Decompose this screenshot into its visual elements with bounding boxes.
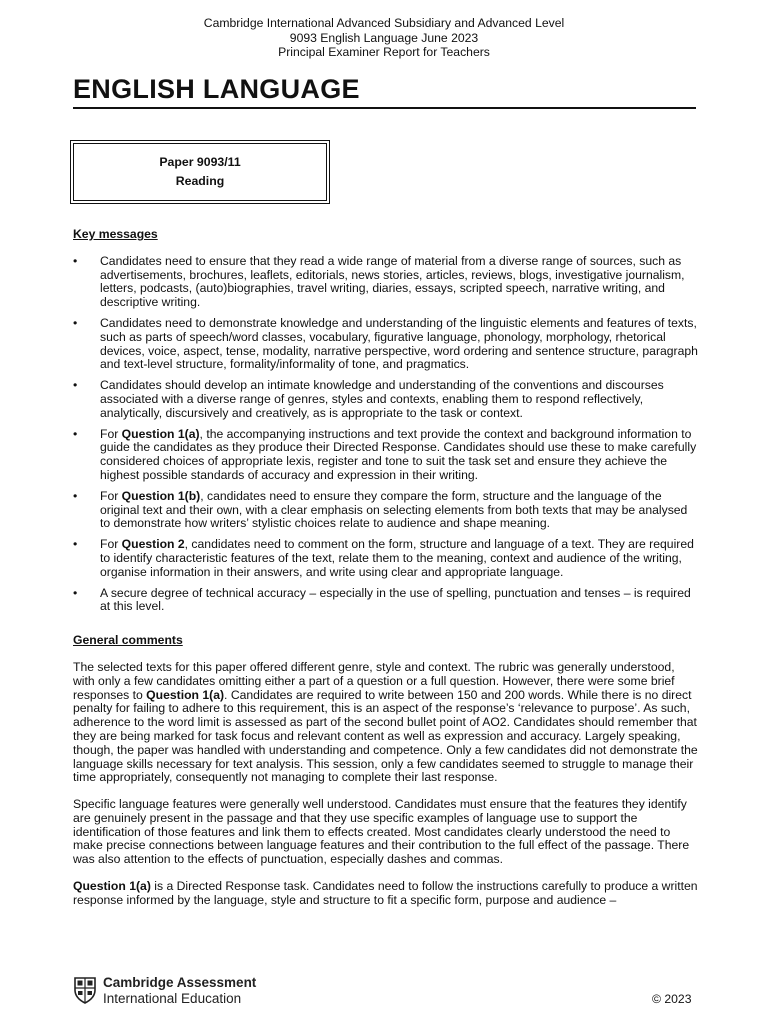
text-run: is a Directed Response task. Candidates need to follow the instructions carefully to produce a written response informed by the language, style and structure to fit a specific form, purpose and audience –: [73, 879, 698, 907]
text-run: A secure degree of technical accuracy – especially in the use of spelling, punctuation and tenses – is required at this level.: [100, 585, 691, 614]
text-run: The selected texts for this paper offered different genre, style and context. The rubric was generally understood, with only a few candidates omitting either a part of a question or a full question. However, there were some brief responses to: [73, 659, 675, 702]
bullet-icon: •: [73, 488, 78, 503]
paper-name: Reading: [175, 174, 225, 188]
general-comments-heading: General comments: [73, 633, 183, 648]
header-line-1: Cambridge International Advanced Subsidiary and Advanced Level: [203, 16, 565, 30]
key-messages-heading: Key messages: [73, 227, 158, 241]
paper-box: [70, 140, 330, 204]
text-run: , the accompanying instructions and text provide the context and background information to guide the candidates as they produce their Directed Response. Candidates should use these to make carefully considered choices of appropriate lexis, register and tone to suit the task set and ensure they achieve the highest possible standards of accuracy and expression in their writing.: [100, 426, 697, 482]
bullet-icon: •: [73, 378, 78, 393]
bold-text: Question 2: [121, 537, 185, 552]
text-run: Candidates need to ensure that they read a wide range of material from a diverse range of sources, such as advertisements, brochures, leaflets, editorials, news stories, articles, reviews, blogs, investigative journalism, letters, podcasts, (auto)biographies, travel writing, diaries, essays, scripted speech, narrative writing, and descriptive writing.: [100, 253, 685, 310]
report-header: [0, 16, 768, 60]
bold-text: Question 1(a): [73, 879, 151, 894]
report-content: [73, 228, 698, 921]
key-message-item: [73, 317, 698, 372]
key-message-item: [73, 587, 698, 615]
text-run: Candidates need to demonstrate knowledge and understanding of the linguistic elements and features of texts, such as parts of speech/word classes, vocabulary, figurative language, phonology, morphology, rhetorical devices, voice, aspect, tense, modality, narrative perspective, word ordering and sentence structure, paragraph and text-level structure, formality/informality of tone, and pragmatics.: [100, 315, 698, 372]
text-run: , candidates need to ensure they compare the form, structure and the language of the original text and their own, with a clear emphasis on selecting elements from both texts that may be analysed to demonstrate how writers’ stylistic choices relate to audience and shape meaning.: [100, 488, 688, 531]
general-comments-paragraph: [73, 880, 698, 908]
bullet-icon: •: [73, 537, 78, 552]
text-run: Candidates should develop an intimate knowledge and understanding of the conventions and discourses associated with a diverse range of genres, styles and contexts, enabling them to respond reflectively, analytically, discursively and creatively, as is appropriate to the task or context.: [100, 378, 664, 420]
text-run: Specific language features were generally well understood. Candidates must ensure that the features they identify are genuinely present in the passage and that they use specific examples of language use to support the identification of those features and link them to effects created. Most candidates clearly understood the need to make precise connections between language features and their contribution to the full effect of the passage. There was also attention to the effects of punctuation, especially dashes and commas.: [73, 797, 690, 867]
key-message-item: [73, 538, 698, 579]
bullet-icon: •: [73, 315, 78, 330]
bold-text: Question 1(a): [121, 426, 200, 441]
text-run: For: [100, 537, 122, 552]
bold-text: Question 1(a): [146, 687, 225, 702]
header-line-3: Principal Examiner Report for Teachers: [278, 45, 490, 59]
logo-line-2: International Education: [103, 990, 242, 1006]
key-message-item: [73, 255, 698, 310]
text-run: For: [100, 488, 122, 503]
crest-icon: [73, 976, 97, 1004]
logo-line-1: Cambridge Assessment: [103, 975, 257, 990]
key-message-item: [73, 490, 698, 531]
general-comments-paragraph: [73, 661, 698, 785]
paper-box-inner: [73, 143, 327, 201]
bullet-icon: •: [73, 253, 78, 268]
bullet-icon: •: [73, 585, 78, 600]
key-message-item: [73, 379, 698, 420]
copyright: © 2023: [652, 992, 692, 1006]
text-run: , candidates need to comment on the form, structure and language of a text. They are required to identify characteristic features of the text, relate them to the meaning, context and audience of the writing, organise information in their answers, and write using clear and appropriate language.: [100, 537, 694, 579]
paper-code: Paper 9093/11: [159, 155, 241, 169]
general-comments-body: [73, 661, 698, 908]
text-run: . Candidates are required to write between 150 and 200 words. While there is no direct penalty for failing to adhere to this requirement, this is an aspect of the response’s ‘relevance to purpose’. As such, adherence to the word limit is assessed as part of the second bullet point of AO2. Candidates should remember that they are being marked for task focus and relevant content as well as expression and accuracy. Largely speaking, though, the paper was handled with understanding and competence. Only a few candidates did not demonstrate the language skills necessary for text analysis. This session, only a few candidates seemed to struggle to manage their time appropriately, consequently not managing to complete their last response.: [73, 687, 698, 785]
key-messages-list: [73, 255, 698, 614]
page-title: ENGLISH LANGUAGE: [73, 73, 696, 109]
header-line-2: 9093 English Language June 2023: [289, 30, 479, 45]
bold-text: Question 1(b): [121, 488, 201, 503]
bullet-icon: •: [73, 426, 78, 441]
text-run: For: [100, 426, 122, 441]
cambridge-logo: [73, 974, 273, 1008]
key-message-item: [73, 428, 698, 483]
general-comments-paragraph: [73, 798, 698, 867]
